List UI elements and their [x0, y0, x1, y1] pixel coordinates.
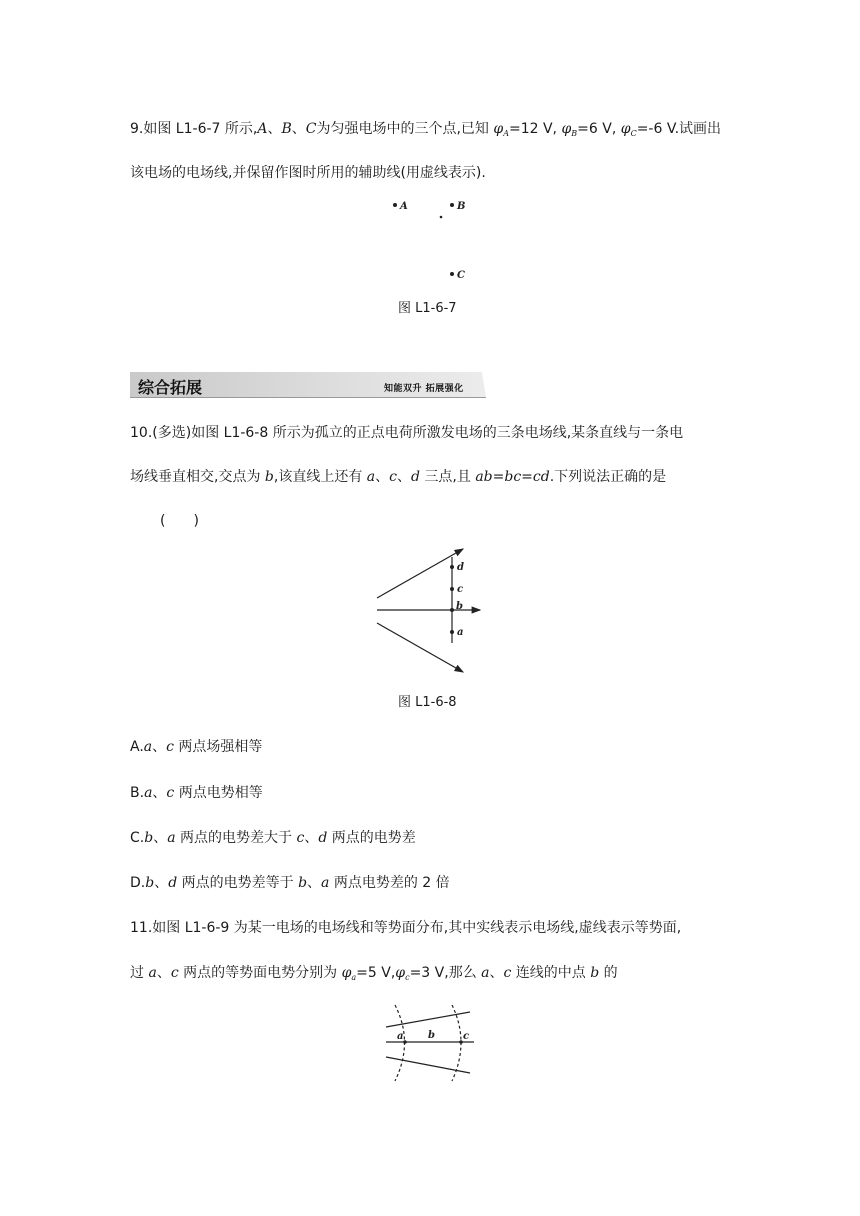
- caption-l1-6-7: 图 L1-6-7: [398, 301, 457, 316]
- label-c: c: [463, 1031, 470, 1042]
- label-c: c: [457, 584, 464, 595]
- point-c: [450, 272, 454, 276]
- point-b: [450, 203, 454, 207]
- q11-line2: 过 a、c 两点的等势面电势分别为 $\varphi_a=5$ $V,\varphi_c=3$ V,那么 a、c 连线的中点 b 的: [130, 965, 618, 982]
- field-line-upper: [377, 549, 463, 598]
- section-bar: [130, 372, 486, 398]
- point-c: [450, 587, 454, 591]
- point-b: [450, 608, 454, 612]
- q9-line2: 该电场的电场线,并保留作图时所用的辅助线(用虚线表示).: [130, 165, 486, 181]
- figure-l1-6-8: [375, 545, 495, 660]
- equipotential-a: [395, 1005, 405, 1081]
- label-b: b: [456, 601, 463, 612]
- q11-line1: 11.如图 L1-6-9 为某一电场的电场线和等势面分布,其中实线表示电场线,虚线表示等势面,: [130, 920, 682, 936]
- option-a[interactable]: A.a、c 两点场强相等: [130, 739, 263, 755]
- option-d[interactable]: D.b、d 两点的电势差等于 b、a 两点电势差的 2 倍: [130, 875, 450, 891]
- label-a: A: [400, 201, 408, 212]
- section-title: 综合拓展: [138, 378, 203, 397]
- option-b[interactable]: B.a、c 两点电势相等: [130, 785, 263, 801]
- label-a: a: [397, 1031, 404, 1042]
- point-a: [393, 203, 397, 207]
- q9-line1: 9.如图 L1-6-7 所示,A、B、C为匀强电场中的三个点,已知 $\varphi_A=12$ V, $\varphi_B=6$ V, $\varphi_C=-6$ V.试画出: [130, 121, 722, 138]
- q10-line2: 场线垂直相交,交点为 b,该直线上还有 a、c、d 三点,且 ab=bc=cd.下列说法正确的是: [130, 469, 667, 485]
- option-c[interactable]: C.b、a 两点的电势差大于 c、d 两点的电势差: [130, 830, 416, 846]
- label-a: a: [457, 627, 464, 638]
- point-a: [450, 630, 454, 634]
- section-tag: 知能双升 拓展强化: [384, 384, 464, 394]
- field-line-lower: [377, 623, 463, 672]
- point-a: [403, 1040, 407, 1044]
- label-d: d: [457, 562, 464, 573]
- q10-line1: 10.(多选)如图 L1-6-8 所示为孤立的正点电荷所激发电场的三条电场线,某条直线与一条电: [130, 425, 684, 441]
- caption-l1-6-8: 图 L1-6-8: [398, 695, 457, 710]
- label-b: b: [428, 1030, 435, 1041]
- q10-answer-bracket: ( ): [160, 513, 199, 529]
- point-dot: [440, 216, 443, 219]
- label-b: B: [457, 201, 466, 212]
- field-line-upper: [386, 1012, 470, 1027]
- figure-l1-6-7: [380, 195, 490, 285]
- point-d: [450, 565, 454, 569]
- label-c: C: [457, 270, 465, 281]
- figure-l1-6-9: [380, 1003, 480, 1088]
